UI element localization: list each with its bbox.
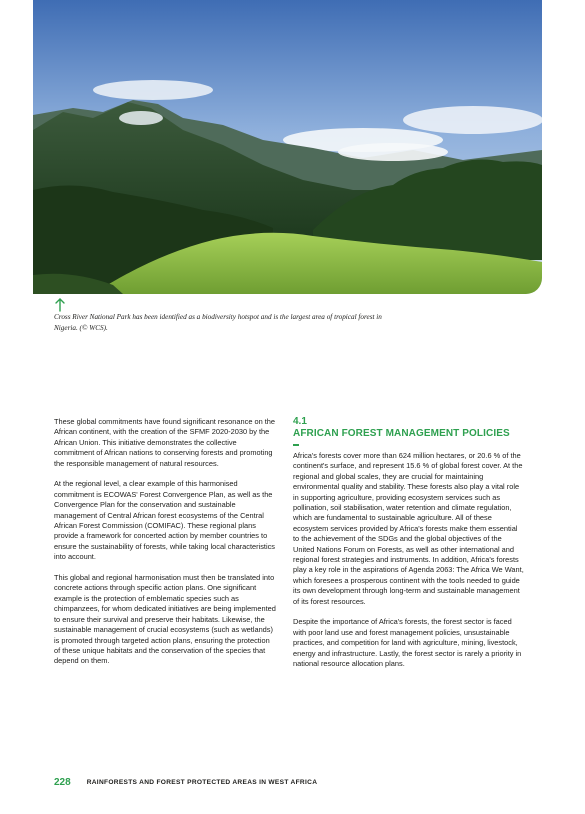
paragraph: This global and regional harmonisation must then be translated into concrete actions through specific action plans. One significant example is the protection of emblematic species such as chimpanzees, for whom dedicated initiatives are being implemented to ensure their survival and preserve their habitats. Likewise, the sustainable management of crucial ecosystems (such as wetlands) is promoted through targeted action plans, ensuring the protection of these unique habitats and the conservation of the species that depend on them. (54, 573, 276, 666)
page-footer (54, 776, 317, 788)
paragraph: Africa's forests cover more than 624 million hectares, or 20.6 % of the continent's surface, and represent 15.6 % of global forest cover. At the regional and global scales, they are crucial for maintaining environmental quality and stability. These forests also play a vital role in supporting agriculture, providing ecosystem services such as pollination, soil stabilisation, water retention and climate regulation, which are fundamental to sustainable agriculture. All of these ecosystem services provided by Africa's forests make them essential to the achievement of the SDGs and the global objectives of the United Nations Forum on Forests, as well as other international and regional forest strategies and instruments. In addition, Africa's forests play a key role in the aspirations of Agenda 2063: The Africa We Want, which foresees a prosperous continent with the tools needed to guide its own development through long-term and sustainable management of its forest resources. (293, 451, 524, 606)
landscape-illustration (33, 0, 542, 294)
arrow-up-icon (54, 298, 66, 312)
section-title: AFRICAN FOREST MANAGEMENT POLICIES (293, 428, 510, 439)
landscape-photo (33, 0, 542, 294)
paragraph: These global commitments have found significant resonance on the African continent, with the creation of the SFMF 2020-2030 by the African Union. This initiative demonstrates the collective commitment of African nations to conserving forests and promoting the responsible management of natural resources. (54, 417, 276, 468)
running-title: RAINFORESTS AND FOREST PROTECTED AREAS IN WEST AFRICA (86, 778, 318, 786)
right-column (293, 416, 524, 680)
paragraph: Despite the importance of Africa's forests, the forest sector is faced with poor land use and forest management policies, unsustainable practices, and competition for land with agriculture, mining, livestock, energy and infrastructure. Lastly, the forest sector is rarely a priority in national resource allocation plans. (293, 617, 522, 669)
page-number: 228 (54, 776, 71, 788)
paragraph: At the regional level, a clear example of this harmonised commitment is ECOWAS' Forest Convergence Plan, as well as the Convergence Plan for the conservation and sustainable management of Central African forest ecosystems of the Central African Forest Commission (COMIFAC). These regional plans provide a framework for concerted action by member countries to ensure the sustainability of forests, while taking local characteristics into account. (54, 479, 276, 562)
section-number: 4.1 (293, 416, 307, 427)
left-column (54, 417, 276, 677)
photo-caption: Cross River National Park has been identified as a biodiversity hotspot and is the largest area of tropical forest in Nigeria. (© WCS). (54, 313, 382, 332)
section-rule (293, 444, 299, 446)
